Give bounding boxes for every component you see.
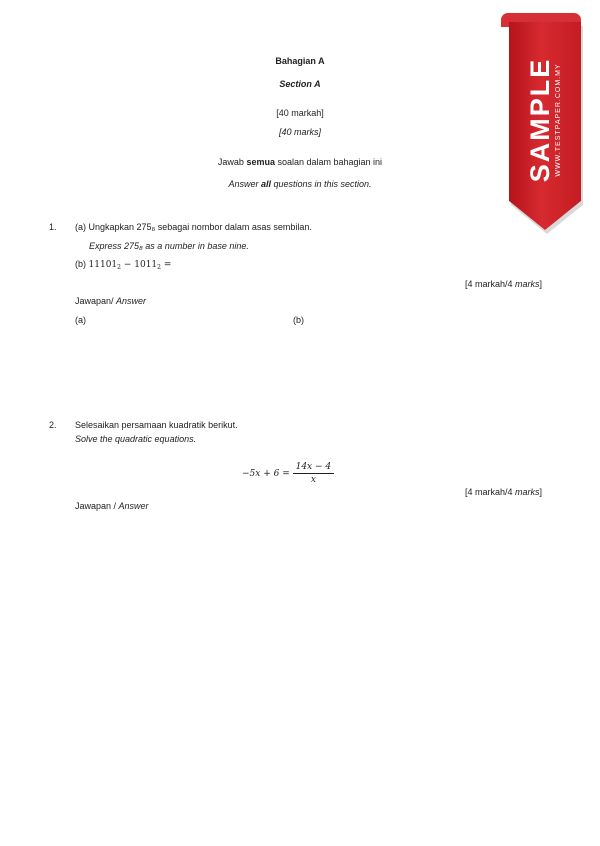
q2-numerator: 14x − 4 [293,461,335,474]
q1b-base-1: 2 [117,264,121,271]
q2-marks [465,487,542,497]
q1-number: 1. [49,222,57,232]
q2-equation [242,461,334,486]
instruction-ms-post: soalan dalam bahagian ini [274,157,383,167]
q1b-label: (b) [75,259,86,269]
q2-answer-ms: Jawapan / [75,501,119,511]
q2-denominator: x [310,475,316,485]
q1-answer-a: (a) [75,315,86,325]
q2-answer-label [75,501,149,511]
section-title-en: Section A [279,79,321,89]
q1b-expression [89,260,172,270]
instruction-en [0,179,600,189]
section-title-ms: Bahagian A [275,56,325,66]
q1-answer-label [75,296,146,306]
q1b-line [75,259,171,271]
q2-number: 2. [49,420,57,430]
sample-url: WWW.TESTPAPER.COM.MY [555,63,562,177]
q2-text-en: Solve the quadratic equations. [75,434,197,444]
q1-answer-ms: Jawapan/ [75,296,117,306]
q2-marks-close: ] [539,487,542,497]
instruction-ms-pre: Jawab [217,157,247,167]
q1-answer-b: (b) [293,315,304,325]
instruction-en-pre: Answer [228,179,261,189]
instruction-ms [0,157,600,167]
q1b-equals: = [160,260,172,270]
instruction-en-bold: all [260,179,271,189]
q2-marks-en: marks [514,487,540,497]
q1-marks [465,279,542,289]
q1a-text-ms: (a) Ungkapkan 275₈ sebagai nombor dalam asas sembilan. [75,222,312,232]
q2-fraction [293,461,335,486]
q2-text-ms: Selesaikan persamaan kuadratik berikut. [75,420,238,430]
q1b-base-2: 2 [157,264,161,271]
total-markah: [40 markah] [276,108,324,118]
q1-marks-en: marks [514,279,540,289]
q1b-term-2: − 1011 [120,260,158,270]
total-marks: [40 marks] [278,127,321,137]
instruction-en-post: questions in this section. [270,179,372,189]
q1a-text-en: Express 275₈ as a number in base nine. [89,241,249,251]
q2-marks-ms: [4 markah/4 [464,487,515,497]
q2-lhs: −5x + 6 = [242,469,290,479]
instruction-ms-bold: semua [246,157,275,167]
sample-label: SAMPLE [525,57,555,183]
q1-marks-ms: [4 markah/4 [464,279,515,289]
q1-marks-close: ] [539,279,542,289]
q1b-term-1: 11101 [88,260,118,270]
q2-answer-en: Answer [118,501,149,511]
q1-answer-en: Answer [116,296,147,306]
